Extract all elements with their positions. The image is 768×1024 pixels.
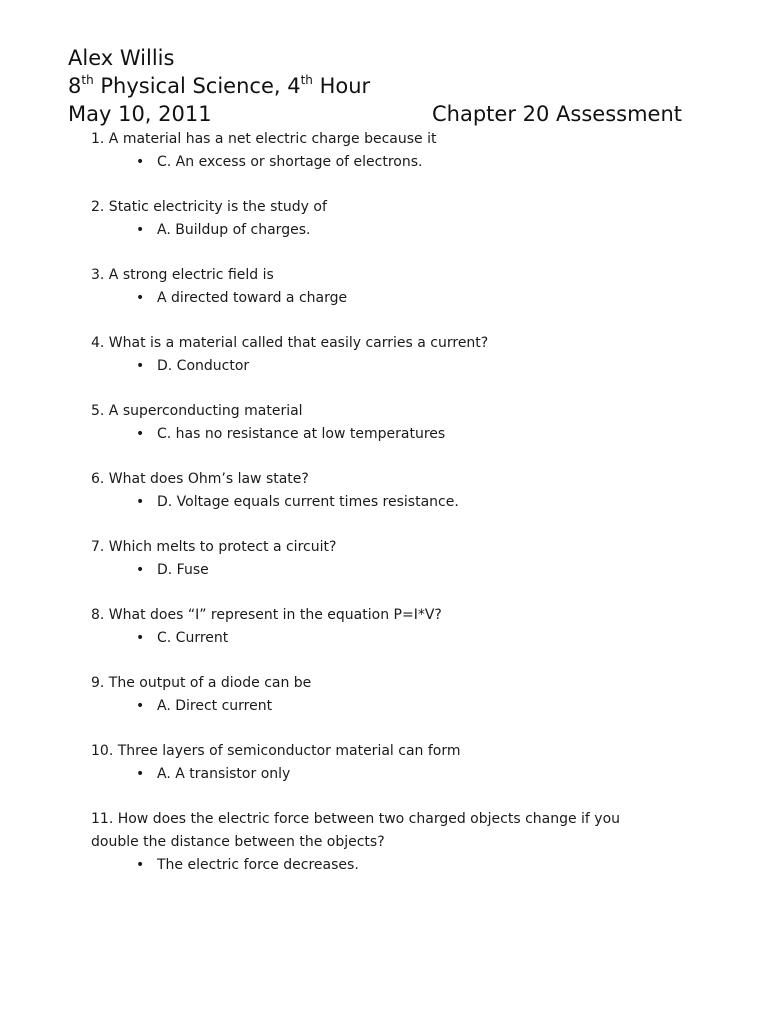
- question-item: [91, 604, 671, 650]
- question-item: [91, 740, 671, 786]
- date-title-line: [68, 100, 708, 128]
- answer-item: [91, 287, 671, 310]
- question-list: [91, 128, 671, 877]
- answer-item: [91, 355, 671, 378]
- question-text: 5. A superconducting material: [91, 403, 303, 419]
- question-item: [91, 196, 671, 242]
- grade-superscript: th: [81, 73, 94, 87]
- question-item: [91, 332, 671, 378]
- bullet-icon: •: [136, 698, 145, 714]
- answer-item: [91, 695, 671, 718]
- bullet-icon: •: [136, 630, 145, 646]
- answer-text: A directed toward a charge: [157, 290, 348, 306]
- answer-item: [91, 219, 671, 242]
- student-name: Alex Willis: [68, 46, 175, 70]
- answer-text: A. Buildup of charges.: [157, 222, 311, 238]
- answer-item: [91, 854, 671, 877]
- hour-label: Hour: [312, 74, 371, 98]
- answer-item: [91, 627, 671, 650]
- question-item: [91, 468, 671, 514]
- question-text: 9. The output of a diode can be: [91, 675, 312, 691]
- document-date: May 10, 2011: [68, 102, 212, 126]
- bullet-icon: •: [136, 562, 145, 578]
- bullet-icon: •: [136, 358, 145, 374]
- bullet-icon: •: [136, 222, 145, 238]
- answer-text: C. An excess or shortage of electrons.: [157, 154, 423, 170]
- question-text: 10. Three layers of semiconductor material can form: [91, 743, 461, 759]
- answer-item: [91, 423, 671, 446]
- answer-text: D. Conductor: [157, 358, 250, 374]
- question-item: [91, 264, 671, 310]
- question-text: 3. A strong electric field is: [91, 267, 274, 283]
- question-item: [91, 672, 671, 718]
- document-title: Chapter 20 Assessment: [432, 102, 683, 126]
- answer-item: [91, 151, 671, 174]
- answer-text: D. Voltage equals current times resistance.: [157, 494, 459, 510]
- bullet-icon: •: [136, 290, 145, 306]
- bullet-icon: •: [136, 426, 145, 442]
- question-text: 6. What does Ohm’s law state?: [91, 471, 309, 487]
- bullet-icon: •: [136, 766, 145, 782]
- document-header: [68, 44, 708, 128]
- answer-text: C. Current: [157, 630, 229, 646]
- answer-text: A. Direct current: [157, 698, 273, 714]
- answer-item: [91, 763, 671, 786]
- question-text: 4. What is a material called that easily carries a current?: [91, 335, 489, 351]
- bullet-icon: •: [136, 154, 145, 170]
- question-text: 7. Which melts to protect a circuit?: [91, 539, 337, 555]
- answer-text: C. has no resistance at low temperatures: [157, 426, 446, 442]
- answer-item: [91, 491, 671, 514]
- answer-text: The electric force decreases.: [157, 857, 359, 873]
- question-text: 1. A material has a net electric charge because it: [91, 131, 437, 147]
- question-item: [91, 808, 671, 877]
- question-item: [91, 128, 671, 174]
- hour-superscript: th: [300, 73, 313, 87]
- bullet-icon: •: [136, 857, 145, 873]
- question-item: [91, 400, 671, 446]
- grade-number: 8: [68, 74, 82, 98]
- class-name: Physical Science, 4: [93, 74, 301, 98]
- question-text: 8. What does “I” represent in the equation P=I*V?: [91, 607, 442, 623]
- answer-item: [91, 559, 671, 582]
- class-line: [68, 72, 708, 100]
- answer-text: D. Fuse: [157, 562, 209, 578]
- question-item: [91, 536, 671, 582]
- bullet-icon: •: [136, 494, 145, 510]
- answer-text: A. A transistor only: [157, 766, 291, 782]
- question-text: 11. How does the electric force between two charged objects change if you double the distance between the objects?: [91, 811, 621, 850]
- question-text: 2. Static electricity is the study of: [91, 199, 327, 215]
